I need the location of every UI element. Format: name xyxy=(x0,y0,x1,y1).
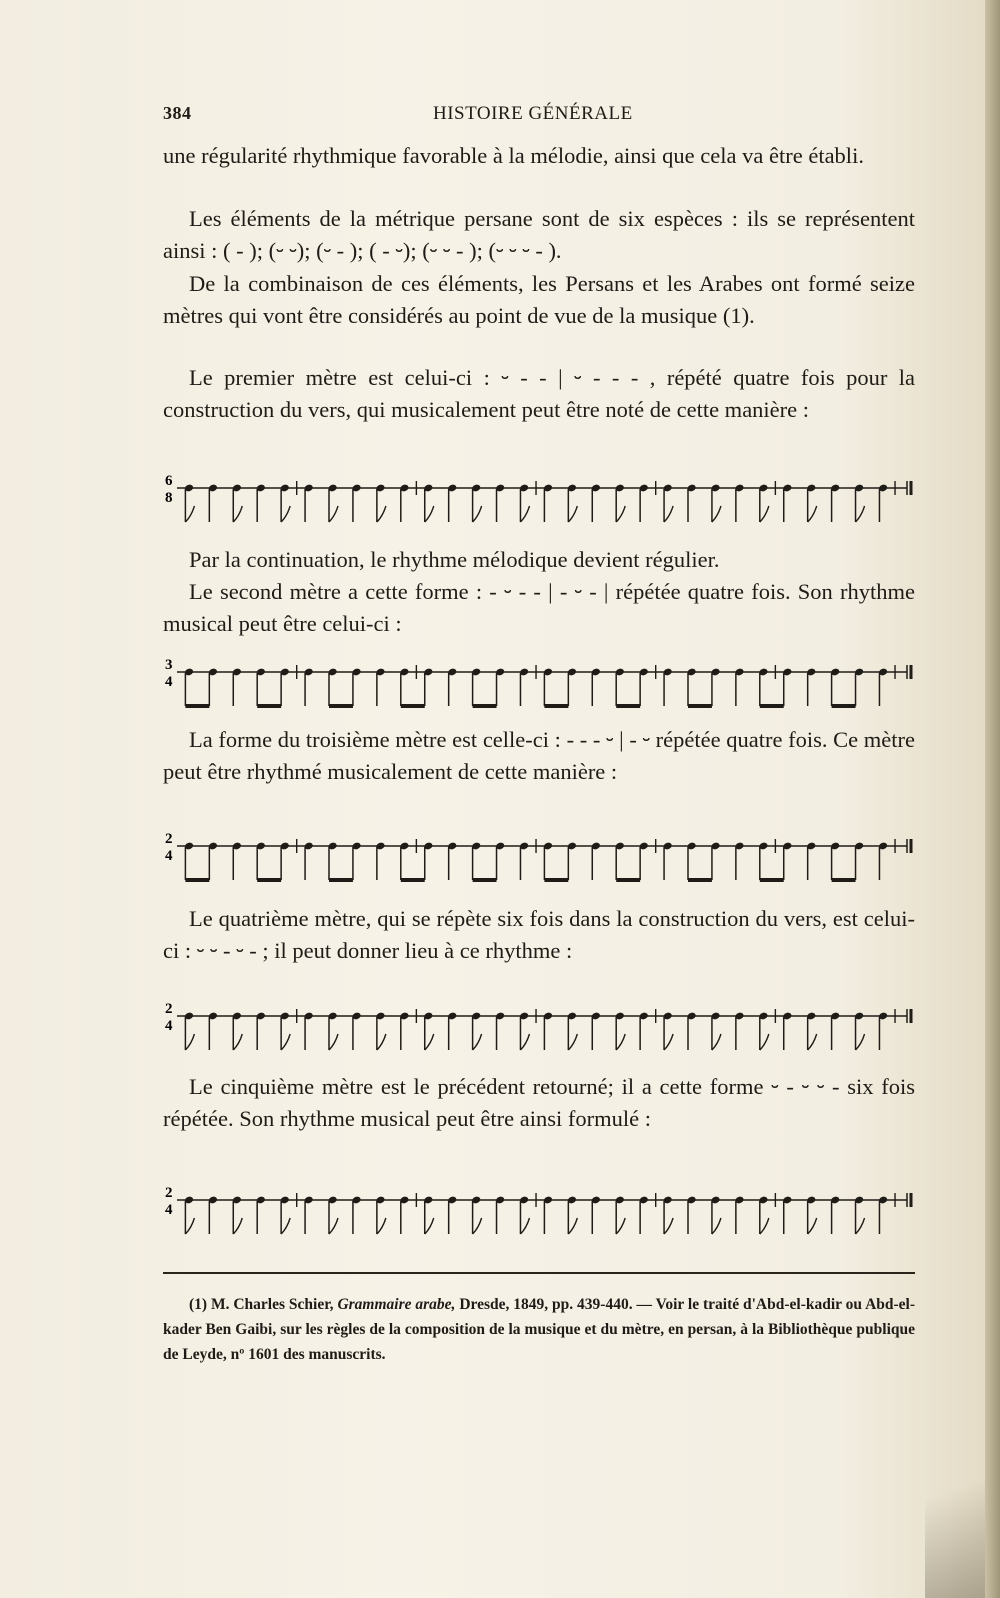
note-flag xyxy=(329,1034,338,1050)
note-flag xyxy=(425,1034,434,1050)
note-flag xyxy=(377,1218,386,1234)
note-flag xyxy=(760,506,769,522)
time-signature-bottom: 8 xyxy=(165,490,173,506)
note-flag xyxy=(808,1034,817,1050)
time-signature-top: 2 xyxy=(165,831,173,847)
paragraph-3: De la combinaison de ces éléments, les Persans et les Arabes ont formé seize mètres qui vont être considérés au point de vue de la musique (1). xyxy=(163,271,915,328)
note-flag xyxy=(425,1218,434,1234)
note-flag xyxy=(760,1034,769,1050)
note-flag xyxy=(520,1218,529,1234)
note-flag xyxy=(233,1034,242,1050)
note-flag xyxy=(377,506,386,522)
rhythm-staff-5 xyxy=(163,1180,915,1252)
note-flag xyxy=(425,506,434,522)
time-signature-bottom: 4 xyxy=(165,848,173,864)
rhythm-notes xyxy=(177,1009,911,1050)
paragraph-9: Le cinquième mètre est le précédent retourné; il a cette forme ⏑ - ⏑ ⏑ - six fois répétée. Son rhythme musical peut être ainsi formulé : xyxy=(163,1074,915,1131)
paragraph-7: La forme du troisième mètre est celle-ci : - - - ⏑ | - ⏑ répétée quatre fois. Ce mètre peut être rhythmé musicalement de cette manière : xyxy=(163,727,915,784)
note-flag xyxy=(520,506,529,522)
note-flag xyxy=(329,506,338,522)
rhythm-staff-1 xyxy=(163,468,915,540)
note-flag xyxy=(616,1034,625,1050)
paragraph-1: une régularité rhythmique favorable à la mélodie, ainsi que cela va être établi. xyxy=(163,143,864,168)
paragraph-5: Par la continuation, le rhythme mélodique devient régulier. xyxy=(189,547,720,572)
running-head xyxy=(163,103,913,127)
footnote-marker: (1) xyxy=(189,1296,208,1313)
note-flag xyxy=(473,506,482,522)
note-flag xyxy=(520,1034,529,1050)
header-title: HISTOIRE GÉNÉRALE xyxy=(433,103,633,124)
rhythm-notes xyxy=(177,1193,911,1234)
note-flag xyxy=(760,1218,769,1234)
note-flag xyxy=(856,506,865,522)
time-signature-top: 2 xyxy=(165,1185,173,1201)
note-flag xyxy=(712,1218,721,1234)
rhythm-notes xyxy=(177,665,911,706)
note-flag xyxy=(281,1218,290,1234)
page-shadow xyxy=(925,1418,985,1598)
note-flag xyxy=(281,1034,290,1050)
paragraph-6: Le second mètre a cette forme : - ⏑ - - | - ⏑ - | répétée quatre fois. Son rhythme musical peut être celui-ci : xyxy=(163,579,915,636)
footnote-rule xyxy=(163,1272,915,1274)
footnote-text: Dresde, 1849, pp. 439-440. — Voir le traité d'Abd-el-kadir ou Abd-el-kader Ben Gaibi, sur les règles de la composition de la musique et du mètre, en persan, à la Bibliothèque publique de Leyde, nº 1601 des manuscrits. xyxy=(163,1296,916,1363)
rhythm-notes xyxy=(177,839,911,880)
note-flag xyxy=(185,1218,194,1234)
note-flag xyxy=(664,1034,673,1050)
time-signature-top: 3 xyxy=(165,657,173,673)
time-signature-bottom: 4 xyxy=(165,1202,173,1218)
note-flag xyxy=(377,1034,386,1050)
paragraph-2: Les éléments de la métrique persane sont de six espèces : ils se représentent ainsi : ( - ); (⏑ ⏑); (⏑ - ); ( - ⏑); (⏑ ⏑ - ); (⏑ ⏑ ⏑ - ). xyxy=(163,206,915,263)
time-signature-bottom: 4 xyxy=(165,1018,173,1034)
footnote-work-title: Grammaire arabe, xyxy=(337,1296,456,1313)
page-number: 384 xyxy=(163,103,192,123)
footnote xyxy=(163,1292,915,1367)
note-flag xyxy=(473,1218,482,1234)
paragraph-4: Le premier mètre est celui-ci : ⏑ - - | ⏑ - - - , répété quatre fois pour la construction du vers, qui musicalement peut être noté de cette manière : xyxy=(163,365,915,422)
note-flag xyxy=(808,1218,817,1234)
time-signature-top: 2 xyxy=(165,1001,173,1017)
note-flag xyxy=(616,1218,625,1234)
book-edge xyxy=(985,0,1000,1598)
note-flag xyxy=(712,1034,721,1050)
rhythm-staff-2 xyxy=(163,652,915,724)
rhythm-staff-4 xyxy=(163,996,915,1068)
note-flag xyxy=(712,506,721,522)
note-flag xyxy=(856,1218,865,1234)
time-signature-top: 6 xyxy=(165,473,173,489)
note-flag xyxy=(233,506,242,522)
note-flag xyxy=(233,1218,242,1234)
note-flag xyxy=(281,506,290,522)
note-flag xyxy=(568,1034,577,1050)
note-flag xyxy=(473,1034,482,1050)
note-flag xyxy=(185,1034,194,1050)
rhythm-staff-3 xyxy=(163,826,915,898)
note-flag xyxy=(616,506,625,522)
note-flag xyxy=(568,506,577,522)
note-flag xyxy=(329,1218,338,1234)
time-signature-bottom: 4 xyxy=(165,674,173,690)
footnote-author: M. Charles Schier, xyxy=(210,1296,334,1313)
note-flag xyxy=(185,506,194,522)
note-flag xyxy=(808,506,817,522)
note-flag xyxy=(664,1218,673,1234)
paragraph-8: Le quatrième mètre, qui se répète six fois dans la construction du vers, est celui-ci : ⏑ ⏑ - ⏑ - ; il peut donner lieu à ce rhythme : xyxy=(163,906,915,963)
note-flag xyxy=(664,506,673,522)
rhythm-notes xyxy=(177,481,911,522)
note-flag xyxy=(856,1034,865,1050)
note-flag xyxy=(568,1218,577,1234)
